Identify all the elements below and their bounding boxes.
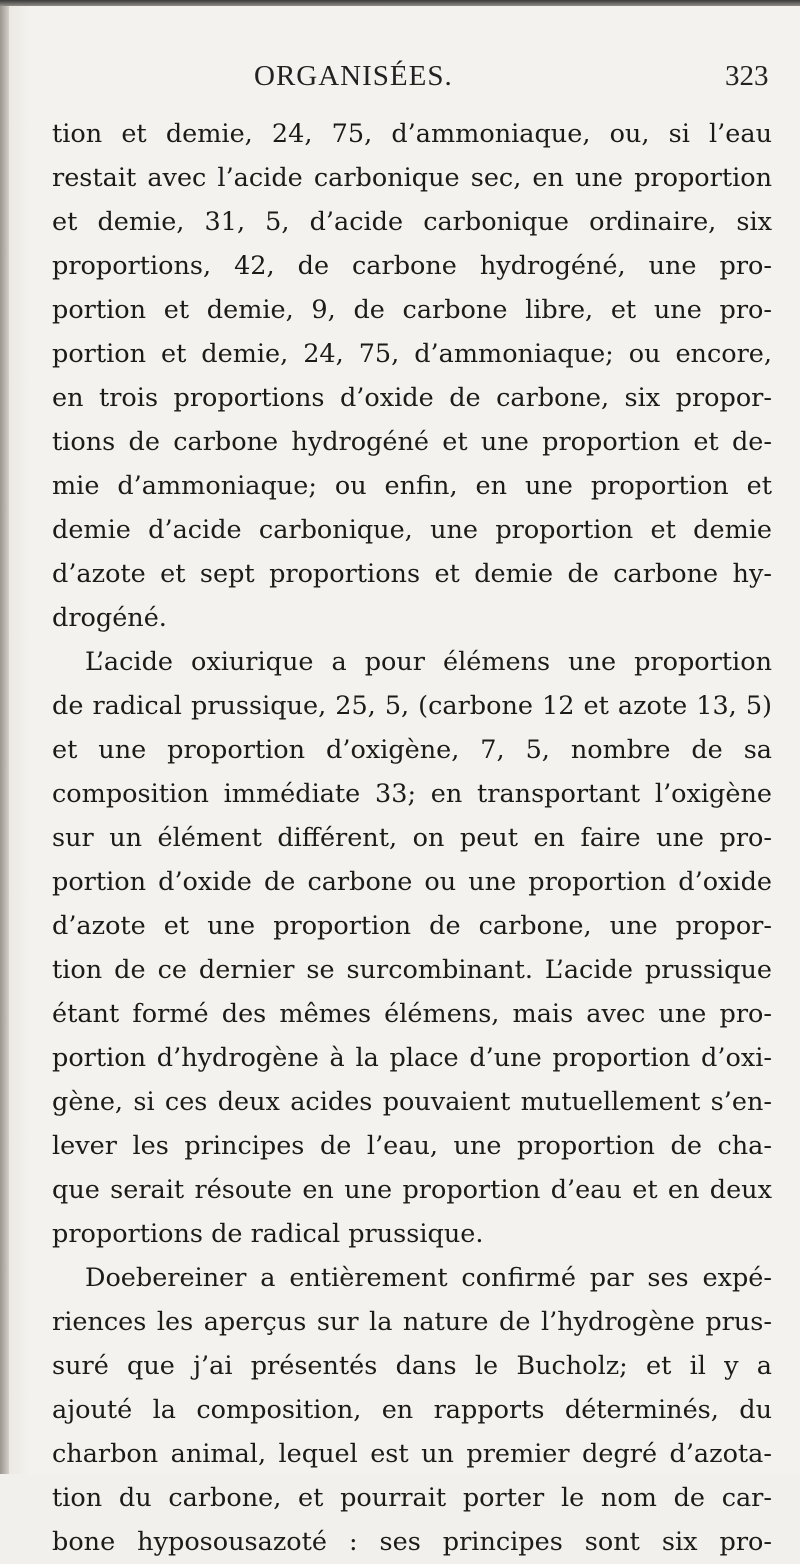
text-line: et demie, 31, 5, d’acide carbonique ordinaire, six <box>52 207 772 237</box>
text-line: tion du carbone, et pourrait porter le nom de car- <box>52 1483 772 1513</box>
text-line: portion d’oxide de carbone ou une proportion d’oxide <box>52 867 772 897</box>
text-line: sur un élément différent, on peut en faire une pro- <box>52 823 772 853</box>
text-line: proportions, 42, de carbone hydrogéné, une pro- <box>52 251 772 281</box>
text-line: L’acide oxiurique a pour élémens une proportion <box>85 647 772 677</box>
text-line: d’azote et sept proportions et demie de carbone hy- <box>52 559 772 589</box>
text-line: gène, si ces deux acides pouvaient mutuellement s’en- <box>52 1087 772 1117</box>
text-line: tion de ce dernier se surcombinant. L’acide prussique <box>52 955 772 985</box>
text-line: mie d’ammoniaque; ou enfin, en une proportion et <box>52 471 772 501</box>
text-line: riences les aperçus sur la nature de l’hydrogène prus- <box>52 1307 772 1337</box>
text-line: tions de carbone hydrogéné et une proportion et de- <box>52 427 772 457</box>
text-line: lever les principes de l’eau, une proportion de cha- <box>52 1131 772 1161</box>
text-line: étant formé des mêmes élémens, mais avec une pro- <box>52 999 772 1029</box>
text-line: et une proportion d’oxigène, 7, 5, nombre de sa <box>52 735 772 765</box>
body-text <box>52 112 772 1564</box>
text-line: d’azote et une proportion de carbone, une propor- <box>52 911 772 941</box>
text-line: de radical prussique, 25, 5, (carbone 12 et azote 13, 5) <box>52 691 772 721</box>
text-line: portion et demie, 24, 75, d’ammoniaque; ou encore, <box>52 339 772 369</box>
text-line: ajouté la composition, en rapports déterminés, du <box>52 1395 772 1425</box>
page-binding-edge <box>0 0 9 1474</box>
page-header <box>0 60 800 100</box>
text-line: bone hyposousazoté : ses principes sont six pro- <box>52 1527 772 1557</box>
text-line: tion et demie, 24, 75, d’ammoniaque, ou, si l’eau <box>52 119 772 149</box>
text-line: que serait résoute en une proportion d’eau et en deux <box>52 1175 772 1205</box>
text-line: portion d’hydrogène à la place d’une proportion d’oxi- <box>52 1043 772 1073</box>
page-number: 323 <box>725 60 769 92</box>
page-top-edge <box>0 0 800 6</box>
running-head-title: ORGANISÉES. <box>254 60 453 92</box>
text-line: drogéné. <box>52 603 167 633</box>
text-line: portion et demie, 9, de carbone libre, et une pro- <box>52 295 772 325</box>
text-line: charbon animal, lequel est un premier degré d’azota- <box>52 1439 772 1469</box>
text-line: Doebereiner a entièrement confirmé par ses expé- <box>85 1263 772 1293</box>
text-line: demie d’acide carbonique, une proportion et demie <box>52 515 772 545</box>
text-line: proportions de radical prussique. <box>52 1219 484 1249</box>
text-line: restait avec l’acide carbonique sec, en une proportion <box>52 163 772 193</box>
text-line: suré que j’ai présentés dans le Bucholz; et il y a <box>52 1351 772 1381</box>
text-line: en trois proportions d’oxide de carbone, six propor- <box>52 383 772 413</box>
text-line: composition immédiate 33; en transportant l’oxigène <box>52 779 772 809</box>
